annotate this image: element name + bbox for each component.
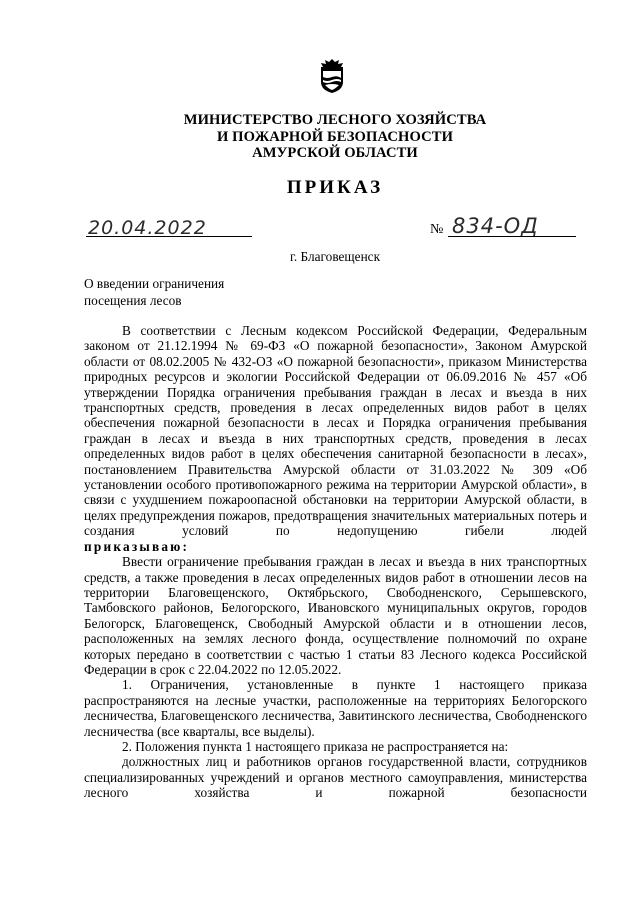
paragraph-2: 2. Положения пункта 1 настоящего приказа не распространяется на:	[122, 738, 509, 754]
document-type-title: ПРИКАЗ	[286, 177, 384, 198]
order-subject	[84, 275, 284, 309]
order-body	[84, 323, 587, 801]
main-paragraph: Ввести ограничение пребывания граждан в лесах и въезда в них транспортных средств, а также проведения в лесах определенных видов работ в отношении лесов на территории Благовещенского, Октябрьского, Свободненского, Серышевского, Тамбовского районов, Белогорского, Ивановского муниципальных округов, городов Белогорск, Благовещенск, Свободный Амурской области и в отношении лесов, расположенных на землях лесного фонда, осуществление полномочий по охране которых передано в соответствии с частью 1 статьи 83 Лесного кодекса Российской Федерации в срок с 22.04.2022 по 12.05.2022.	[84, 554, 587, 677]
ministry-name-line-2: И ПОЖАРНОЙ БЕЗОПАСНОСТИ	[216, 128, 454, 145]
ministry-name-line-3: АМУРСКОЙ ОБЛАСТИ	[252, 145, 418, 161]
number-label: №	[430, 222, 444, 237]
ministry-name-line-1: МИНИСТЕРСТВО ЛЕСНОГО ХОЗЯЙСТВА	[183, 112, 487, 128]
number-underline	[448, 236, 576, 237]
date-underline	[86, 236, 252, 237]
handwritten-date: 20.04.2022	[88, 217, 207, 239]
coat-of-arms-emblem	[317, 58, 347, 94]
order-subject-line-1: О введении ограничения	[84, 276, 225, 291]
order-directive-word: приказываю:	[84, 538, 190, 554]
city-line: г. Благовещенск	[289, 249, 381, 264]
paragraph-1: 1. Ограничения, установленные в пункте 1 настоящего приказа распространяются на лесные участки, расположенные на территориях Белогорского лесничества, Благовещенского лесничества, Завитинского лесничества, Свободненского лесничества (все кварталы, все выделы).	[84, 677, 587, 739]
ministry-name	[150, 112, 520, 162]
preamble-paragraph: В соответствии с Лесным кодексом Российской Федерации, Федеральным законом от 21.12.1994 № 69-ФЗ «О пожарной безопасности», Законом Амурской области от 08.02.2005 № 432-ОЗ «О пожарной безопасности», приказом Министерства природных ресурсов и экологии Российской Федерации от 06.09.2016 № 457 «Об утверждении Порядка ограничения пребывания граждан в лесах и въезда в них транспортных средств, проведения в лесах определенных видов работ в целях обеспечения пожарной безопасности в лесах и Порядка ограничения пребывания граждан в лесах и въезда в них транспортных средств, проведения в лесах определенных видов работ в целях обеспечения санитарной безопасности в лесах», постановлением Правительства Амурской области от 31.03.2022 № 309 «Об установлении особого противопожарного режима на территории Амурской области», в связи с ухудшением пожароопасной обстановки на территории Амурской области, в целях предупреждения пожаров, предотвращения значительных материальных потерь и создания условий по недопущению гибели людей	[84, 323, 587, 539]
paragraph-3: должностных лиц и работников органов государственной власти, сотрудников специализированных учреждений и органов местного самоуправления, министерства лесного хозяйства и пожарной безопасности	[84, 754, 587, 801]
order-subject-line-2: посещения лесов	[84, 293, 182, 308]
handwritten-order-number: 834-ОД	[452, 214, 539, 238]
